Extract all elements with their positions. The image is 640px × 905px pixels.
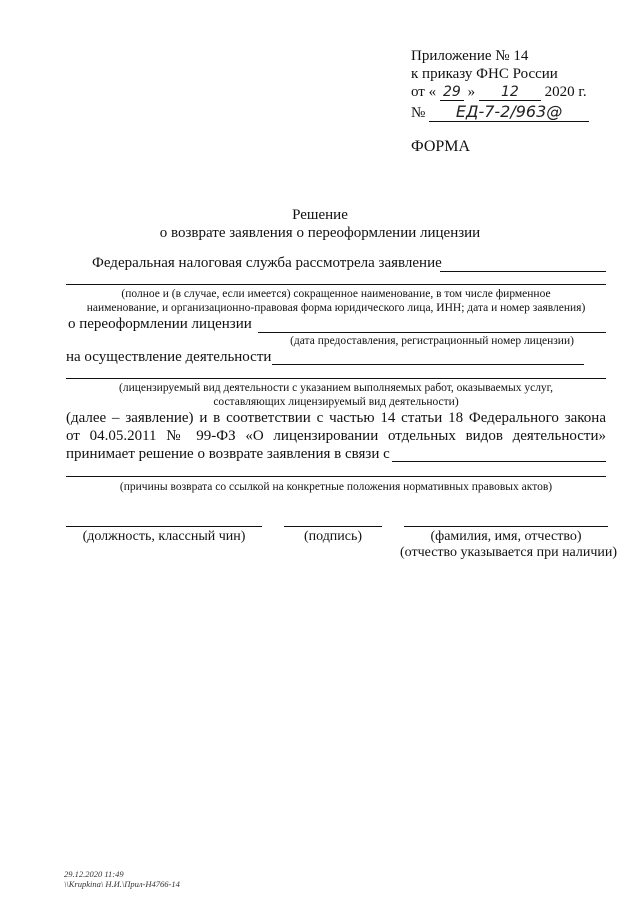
paragraph-line-2: от 04.05.2011 № 99-ФЗ «О лицензировании отдельных видов деятельности» xyxy=(66,428,606,444)
form-label: ФОРМА xyxy=(411,138,471,155)
reissue-text: о переоформлении лицензии xyxy=(68,316,252,332)
signature-caption: (подпись) xyxy=(303,529,363,544)
hint-license: (дата предоставления, регистрационный номер лицензии) xyxy=(290,335,574,347)
reason-field-2[interactable] xyxy=(66,476,606,477)
activity-text: на осуществление деятельности xyxy=(66,349,272,365)
document-subtitle: о возврате заявления о переоформлении лицензии xyxy=(159,225,481,241)
date-month-handwritten: 12 xyxy=(479,84,541,101)
date-year: 2020 г. xyxy=(544,84,587,100)
document-title: Решение xyxy=(292,207,348,223)
position-caption: (должность, классный чин) xyxy=(82,529,246,544)
number-handwritten: ЕД-7-2/963@ xyxy=(429,102,589,122)
order-date xyxy=(411,84,587,101)
date-mid: » xyxy=(467,84,476,100)
order-label: к приказу ФНС России xyxy=(411,66,558,82)
paragraph-line-1: (далее – заявление) и в соответствии с частью 14 статьи 18 Федерального закона xyxy=(66,410,606,426)
application-field[interactable] xyxy=(440,271,606,272)
hint-activity-2: составляющих лицензируемый вид деятельности) xyxy=(213,396,459,408)
patronymic-note: (отчество указывается при наличии) xyxy=(400,545,618,560)
activity-field-2[interactable] xyxy=(66,378,606,379)
hint-reasons: (причины возврата со ссылкой на конкретные положения нормативных правовых актов) xyxy=(119,481,553,493)
fullname-field[interactable] xyxy=(404,526,608,527)
fullname-caption: (фамилия, имя, отчество) xyxy=(430,529,582,544)
date-day-handwritten: 29 xyxy=(440,84,464,101)
reason-field[interactable] xyxy=(392,461,606,462)
paragraph-line-3: принимает решение о возврате заявления в связи с xyxy=(66,446,390,462)
license-field[interactable] xyxy=(258,332,606,333)
fns-reviewed-text: Федеральная налоговая служба рассмотрела заявление xyxy=(92,255,442,271)
hint-activity-1: (лицензируемый вид деятельности с указанием выполняемых работ, оказываемых услуг, xyxy=(119,382,553,394)
number-prefix: № xyxy=(411,105,426,121)
footer-timestamp: 29.12.2020 11:49 xyxy=(64,869,124,879)
activity-field[interactable] xyxy=(272,364,584,365)
hint-applicant-2: наименование, и организационно-правовая форма юридического лица, ИНН; дата и номер заявления) xyxy=(86,302,586,314)
hint-applicant-1: (полное и (в случае, если имеется) сокращенное наименование, в том числе фирменное xyxy=(121,288,551,300)
appendix-label: Приложение № 14 xyxy=(411,48,529,64)
applicant-field[interactable] xyxy=(66,284,606,285)
signature-field[interactable] xyxy=(284,526,382,527)
position-field[interactable] xyxy=(66,526,262,527)
order-number xyxy=(411,102,589,122)
footer-filepath: \\Krupkina\ Н.И.\Прил-Н4766-14 xyxy=(64,879,180,889)
date-prefix: от « xyxy=(411,84,437,100)
